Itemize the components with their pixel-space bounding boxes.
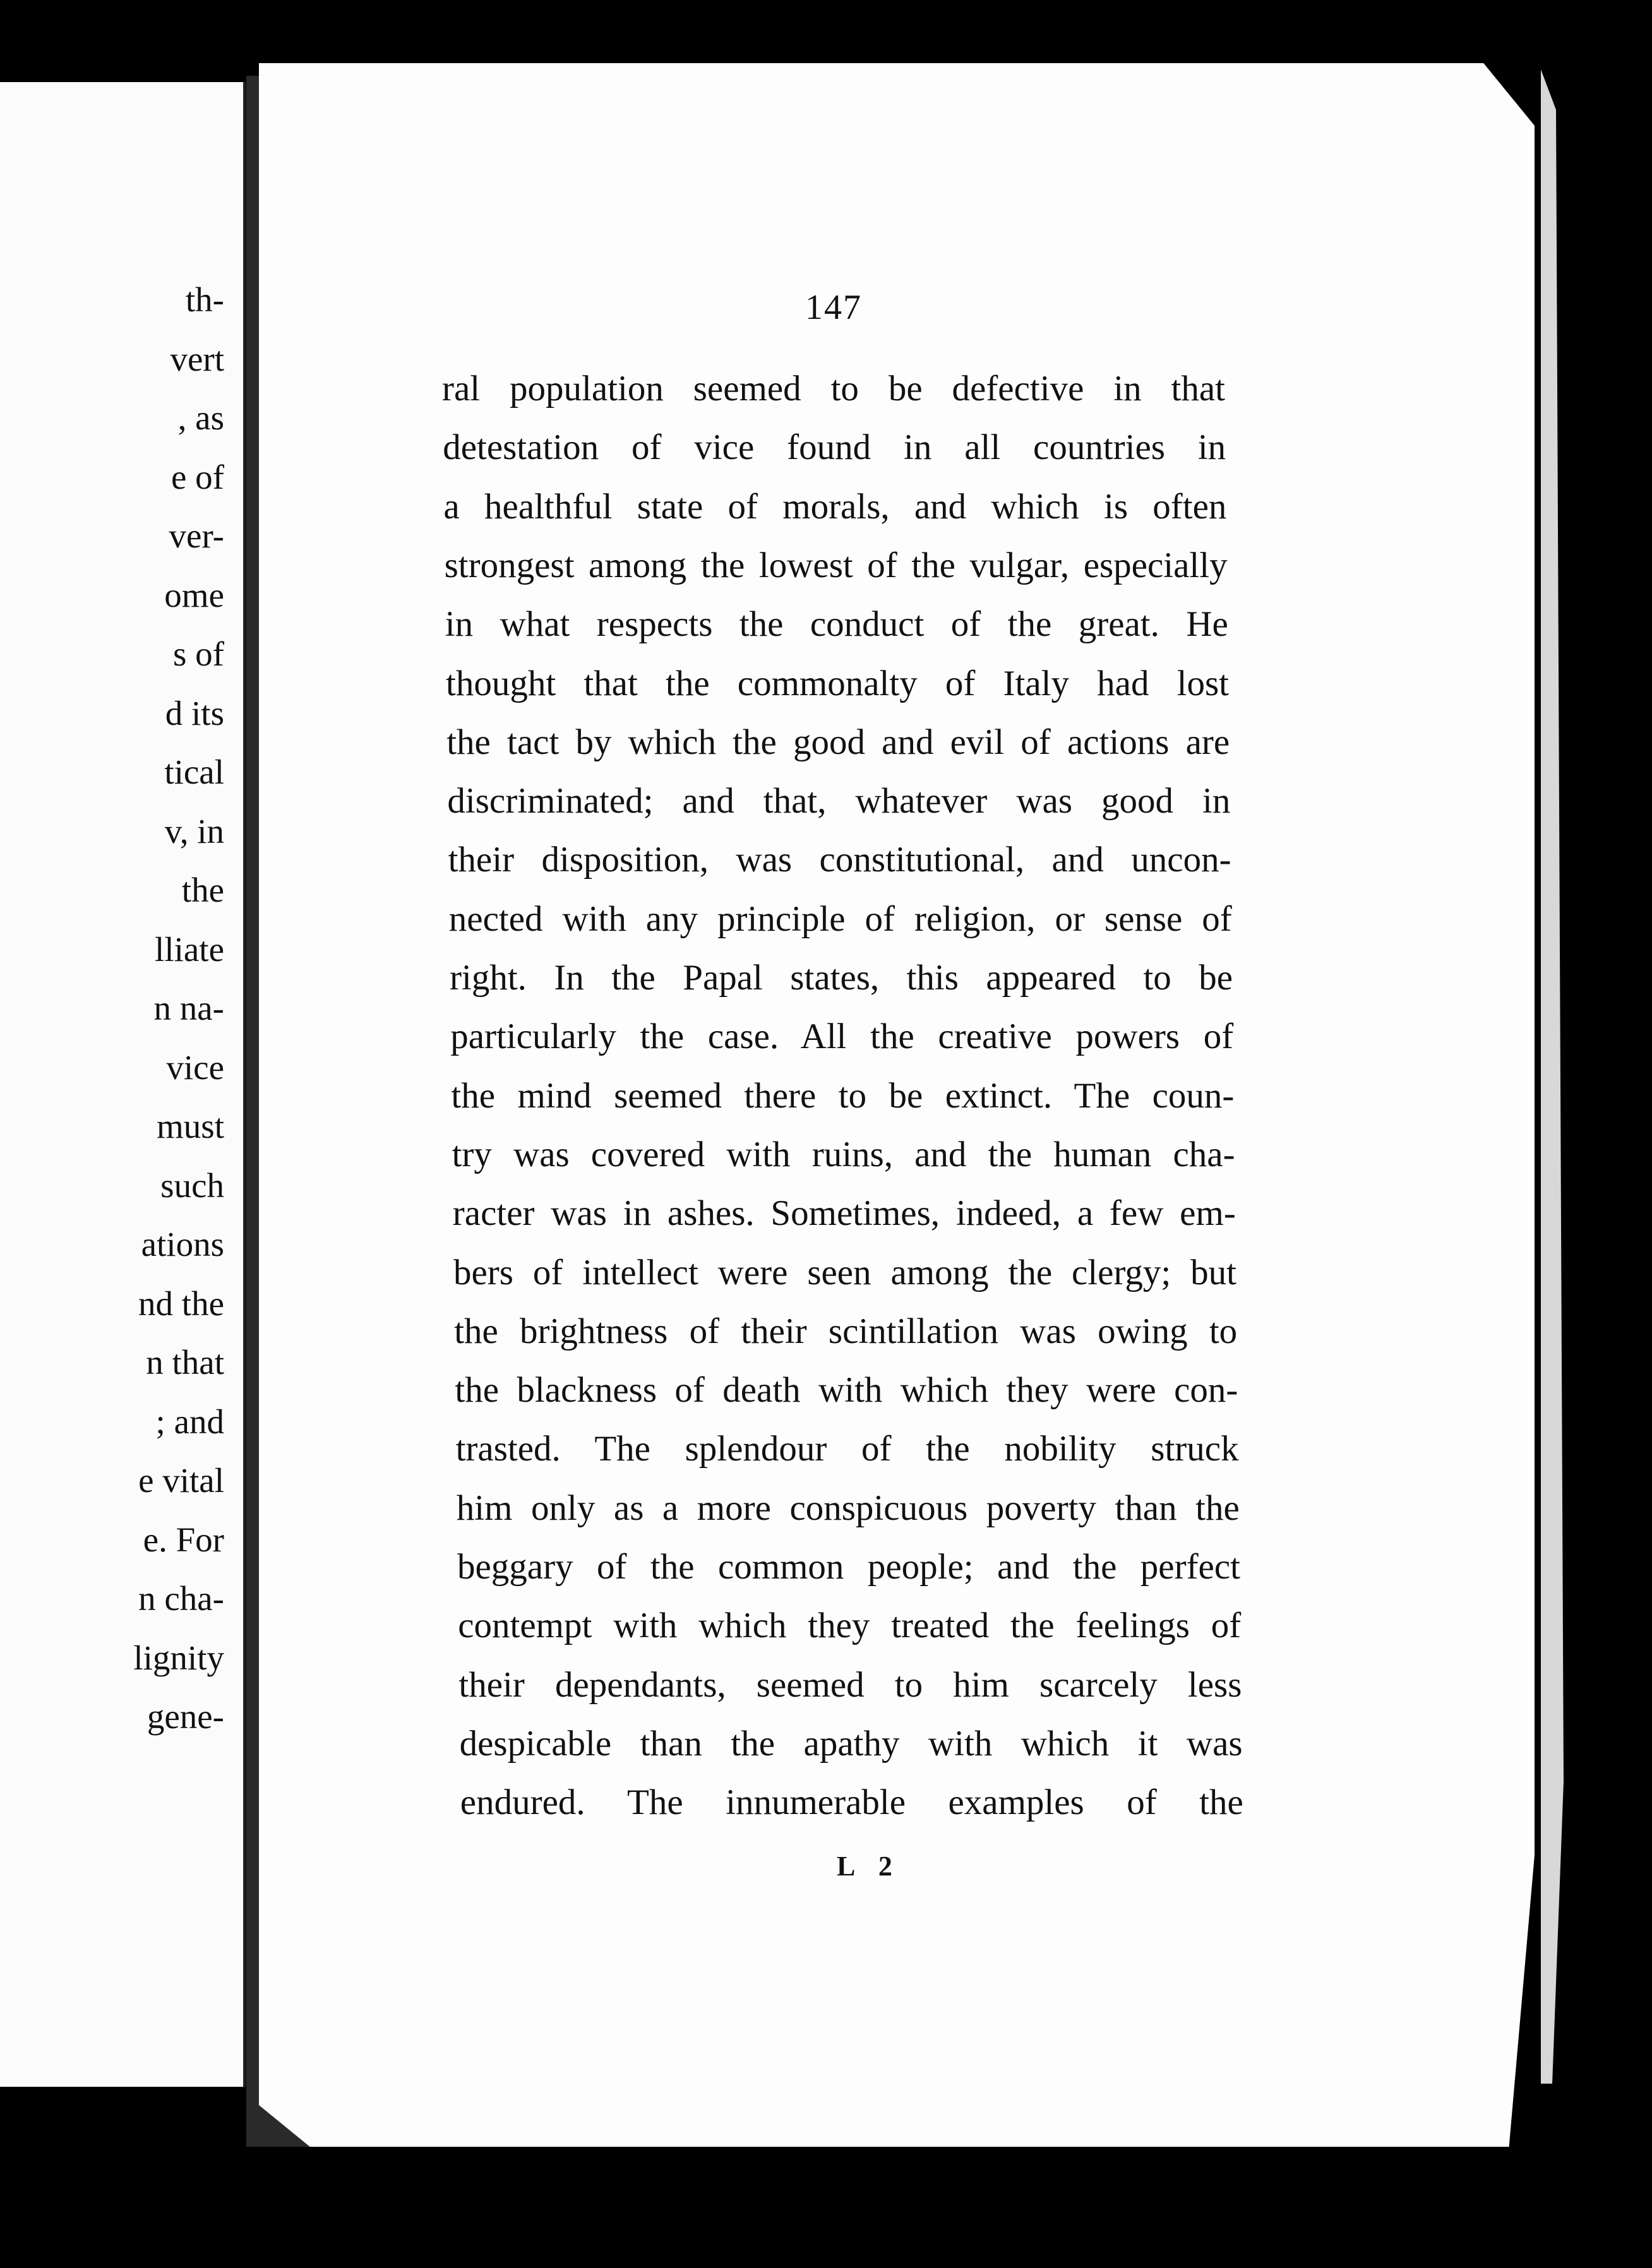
text-line: the mind seemed there to be extinct. The coun- [451, 1075, 1235, 1116]
left-page-line: gene- [147, 1697, 224, 1736]
text-line: strongest among the lowest of the vulgar, especially [444, 545, 1228, 585]
text-line: contempt with which they treated the feelings of [458, 1606, 1242, 1646]
text-line: the blackness of death with which they were con- [455, 1370, 1238, 1411]
left-page-line: e vital [138, 1461, 224, 1500]
left-page-line: n na- [153, 989, 224, 1027]
text-line: him only as a more conspicuous poverty than the [456, 1488, 1240, 1528]
left-page-line: e. For [143, 1520, 224, 1559]
left-page-line: ome [164, 575, 224, 614]
text-line: trasted. The splendour of the nobility struck [455, 1429, 1239, 1469]
text-line: in what respects the conduct of the great. He [445, 604, 1228, 645]
left-page-line: lignity [133, 1638, 224, 1677]
left-page-line: must [157, 1107, 224, 1145]
page-number: 147 [805, 288, 862, 327]
text-line: a healthful state of morals, and which is often [443, 486, 1227, 527]
text-line: their dependants, seemed to him scarcely less [458, 1664, 1242, 1705]
text-line: thought that the commonalty of Italy had lost [446, 663, 1229, 703]
text-line: right. In the Papal states, this appeared to be [450, 958, 1233, 998]
text-line: racter was in ashes. Sometimes, indeed, a few em- [452, 1193, 1236, 1234]
text-line: particularly the case. All the creative powers of [450, 1017, 1234, 1057]
left-page-line: s of [173, 635, 224, 673]
text-line: the brightness of their scintillation was owing to [454, 1311, 1238, 1351]
text-line: their disposition, was constitutional, and uncon- [448, 840, 1231, 880]
left-page-line: , as [177, 398, 224, 437]
left-page-line: n that [146, 1343, 224, 1382]
text-line: try was covered with ruins, and the human cha- [452, 1134, 1235, 1174]
left-page-line: ations [141, 1225, 224, 1263]
text-line: ral population seemed to be defective in that [442, 369, 1225, 409]
text-line: beggary of the common people; and the perfect [457, 1547, 1240, 1587]
text-line: despicable than the apathy with which it was [459, 1723, 1243, 1764]
text-line: bers of intellect were seen among the clergy; but [453, 1252, 1236, 1292]
left-page-line: such [160, 1166, 224, 1205]
left-page-line: vert [170, 339, 224, 378]
signature-mark: L 2 [837, 1851, 901, 1882]
text-line: discriminated; and that, whatever was good in [447, 781, 1231, 821]
left-page-line: e of [171, 457, 224, 496]
left-page-line: lliate [155, 929, 224, 969]
page-edge [1541, 69, 1579, 2084]
left-page-line: n cha- [138, 1579, 224, 1618]
text-line: nected with any principle of religion, or sense of [448, 898, 1232, 939]
left-page-line: d its [165, 693, 224, 732]
left-page [0, 82, 246, 2087]
left-page-line: tical [164, 753, 224, 791]
left-page-line: ver- [169, 516, 224, 555]
left-page-line: th- [185, 280, 224, 319]
left-page-line: ; and [155, 1402, 224, 1441]
text-line: the tact by which the good and evil of actions are [446, 722, 1230, 762]
text-line: detestation of vice found in all countries in [443, 427, 1226, 468]
text-line: endured. The innumerable examples of the [460, 1782, 1243, 1823]
left-page-line: v, in [164, 811, 224, 850]
left-page-line: nd the [138, 1284, 224, 1323]
left-page-line: vice [166, 1047, 224, 1087]
left-page-line: the [181, 871, 224, 909]
